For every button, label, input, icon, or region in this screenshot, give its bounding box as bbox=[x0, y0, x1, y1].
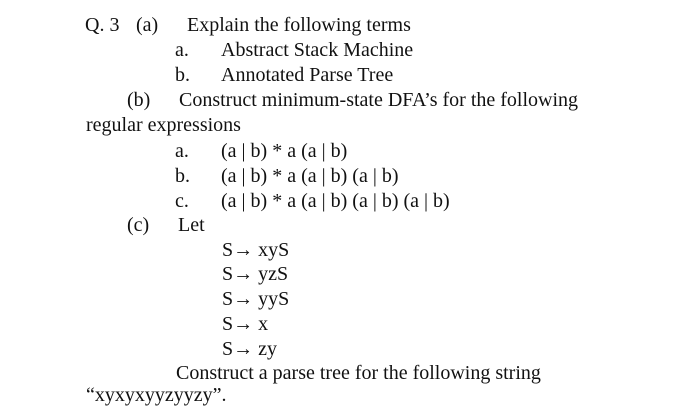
grammar-production: S→ yyS bbox=[222, 288, 290, 310]
part-a-item-text: Annotated Parse Tree bbox=[221, 64, 394, 86]
grammar-production: S→ yzS bbox=[222, 263, 289, 285]
part-a-item-marker: b. bbox=[175, 64, 190, 86]
part-b-prompt-line1: Construct minimum-state DFA’s for the following bbox=[179, 89, 579, 111]
part-a-prompt: Explain the following terms bbox=[187, 14, 411, 36]
part-b-item-marker: b. bbox=[175, 165, 190, 187]
grammar-production: S→ x bbox=[222, 313, 269, 335]
grammar-production: S→ zy bbox=[222, 338, 277, 360]
part-c-label: (c) bbox=[127, 214, 150, 236]
regex-expression: (a | b) * a (a | b) bbox=[221, 140, 348, 162]
question-number: Q. 3 bbox=[85, 14, 120, 36]
part-b-item-marker: a. bbox=[175, 140, 189, 162]
part-b-prompt-line2: regular expressions bbox=[86, 114, 241, 136]
part-b-item-marker: c. bbox=[175, 190, 189, 212]
regex-expression: (a | b) * a (a | b) (a | b) (a | b) bbox=[221, 190, 450, 212]
part-c-task-line2: “xyxyxyyzyyzy”. bbox=[86, 384, 227, 406]
part-a-item-text: Abstract Stack Machine bbox=[221, 39, 414, 61]
part-c-prompt: Let bbox=[178, 214, 205, 236]
regex-expression: (a | b) * a (a | b) (a | b) bbox=[221, 165, 399, 187]
part-a-item-marker: a. bbox=[175, 39, 189, 61]
part-c-task-line1: Construct a parse tree for the following string bbox=[176, 362, 541, 384]
grammar-production: S→ xyS bbox=[222, 239, 290, 261]
part-b-label: (b) bbox=[127, 89, 151, 111]
part-a-label: (a) bbox=[136, 14, 159, 36]
